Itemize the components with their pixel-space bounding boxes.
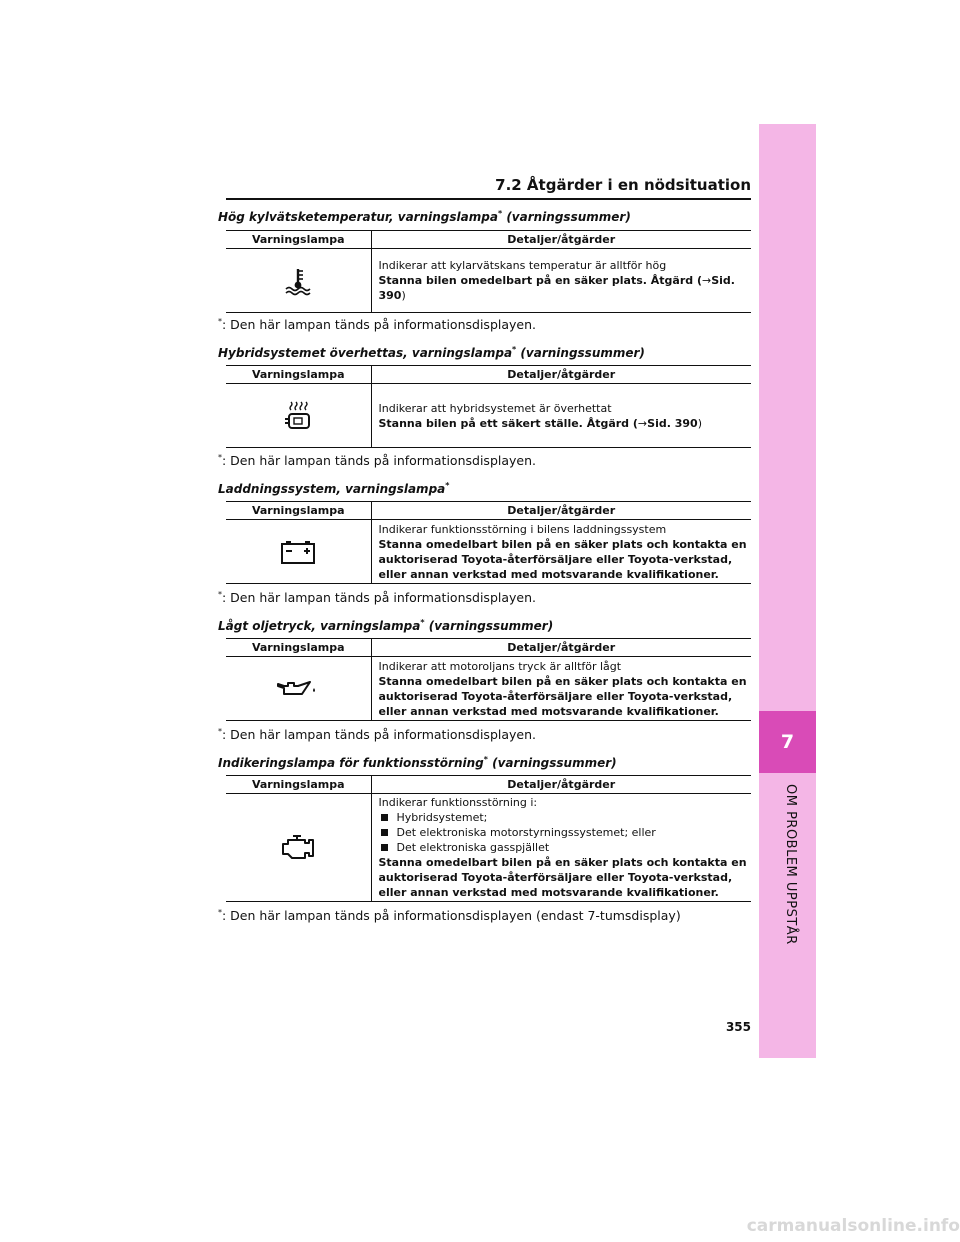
- detail-cell-hybrid: Indikerar att hybridsystemet är överhettat Stanna bilen på ett säkert ställe. Åtgärd (→Sid. 390): [371, 384, 751, 448]
- detail-cell-charging: Indikerar funktionsstörning i bilens laddningssystem Stanna omedelbart bilen på en säker plats och kontakta en auktoriserad Toyota-återförsäljare eller Toyota-verkstad, eller annan verkstad med motsvarande kvalifikationer.: [371, 520, 751, 584]
- section-heading-charging: Laddningssystem, varningslampa*: [218, 481, 450, 496]
- footnote-charging: *: Den här lampan tänds på informationsdisplayen.: [218, 589, 536, 605]
- list-item: Det elektroniska motorstyrningssystemet; eller: [379, 825, 748, 840]
- warning-table-charging: [226, 501, 751, 584]
- hybrid-system-overheat-icon: [226, 384, 371, 448]
- coolant-temperature-icon: [226, 249, 371, 313]
- list-item: Det elektroniska gasspjället: [379, 840, 748, 855]
- section-heading-malfunction: Indikeringslampa för funktionsstörning* (varningssummer): [218, 755, 617, 770]
- footnote-coolant: *: Den här lampan tänds på informationsdisplayen.: [218, 316, 536, 332]
- battery-icon: [226, 520, 371, 584]
- page-ref-link[interactable]: Sid. 390: [647, 416, 698, 430]
- column-header-details: Detaljer/åtgärder: [371, 231, 751, 249]
- warning-table-oil: [226, 638, 751, 721]
- header-rule: [226, 198, 751, 200]
- list-item: Hybridsystemet;: [379, 810, 748, 825]
- column-header-lamp: Varningslampa: [226, 366, 371, 384]
- column-header-details: Detaljer/åtgärder: [371, 502, 751, 520]
- page-header-title: 7.2 Åtgärder i en nödsituation: [495, 176, 751, 194]
- detail-cell-oil: Indikerar att motoroljans tryck är alltför lågt Stanna omedelbart bilen på en säker plats och kontakta en auktoriserad Toyota-återförsäljare eller Toyota-verkstad, eller annan verkstad med motsvarande kvalifikationer.: [371, 657, 751, 721]
- section-heading-hybrid: Hybridsystemet överhettas, varningslampa* (varningssummer): [218, 345, 645, 360]
- footnote-malfunction: *: Den här lampan tänds på informationsdisplayen (endast 7-tumsdisplay): [218, 907, 681, 923]
- warning-table-coolant: [226, 230, 751, 313]
- column-header-lamp: Varningslampa: [226, 639, 371, 657]
- footnote-oil: *: Den här lampan tänds på informationsdisplayen.: [218, 726, 536, 742]
- watermark: carmanualsonline.info: [746, 1216, 960, 1236]
- column-header-lamp: Varningslampa: [226, 231, 371, 249]
- column-header-details: Detaljer/åtgärder: [371, 366, 751, 384]
- section-heading-coolant: Hög kylvätsketemperatur, varningslampa* (varningssummer): [218, 209, 631, 224]
- chapter-number: 7: [759, 711, 816, 773]
- footnote-hybrid: *: Den här lampan tänds på informationsdisplayen.: [218, 452, 536, 468]
- column-header-details: Detaljer/åtgärder: [371, 776, 751, 794]
- oil-pressure-icon: [226, 657, 371, 721]
- detail-cell-malfunction: Indikerar funktionsstörning i: Hybridsystemet; Det elektroniska motorstyrningssystemet; eller Det elektroniska gasspjället Stanna omedelbart bilen på en säker plats och kontakta en auktoriserad Toyota-återförsäljare eller Toyota-verkstad, eller annan verkstad med motsvarande kvalifikationer.: [371, 794, 751, 902]
- page-number: 355: [725, 1020, 751, 1034]
- detail-cell-coolant: Indikerar att kylarvätskans temperatur är alltför hög Stanna bilen omedelbart på en säker plats. Åtgärd (→Sid. 390): [371, 249, 751, 313]
- warning-table-hybrid: [226, 365, 751, 448]
- chapter-title: OM PROBLEM UPPSTÅR: [783, 784, 798, 945]
- page-ref-link[interactable]: Sid. 390: [378, 274, 735, 302]
- column-header-lamp: Varningslampa: [226, 502, 371, 520]
- column-header-lamp: Varningslampa: [226, 776, 371, 794]
- check-engine-icon: [226, 794, 371, 902]
- column-header-details: Detaljer/åtgärder: [371, 639, 751, 657]
- warning-table-malfunction: [226, 775, 751, 902]
- section-heading-oil: Lågt oljetryck, varningslampa* (varningssummer): [218, 618, 554, 633]
